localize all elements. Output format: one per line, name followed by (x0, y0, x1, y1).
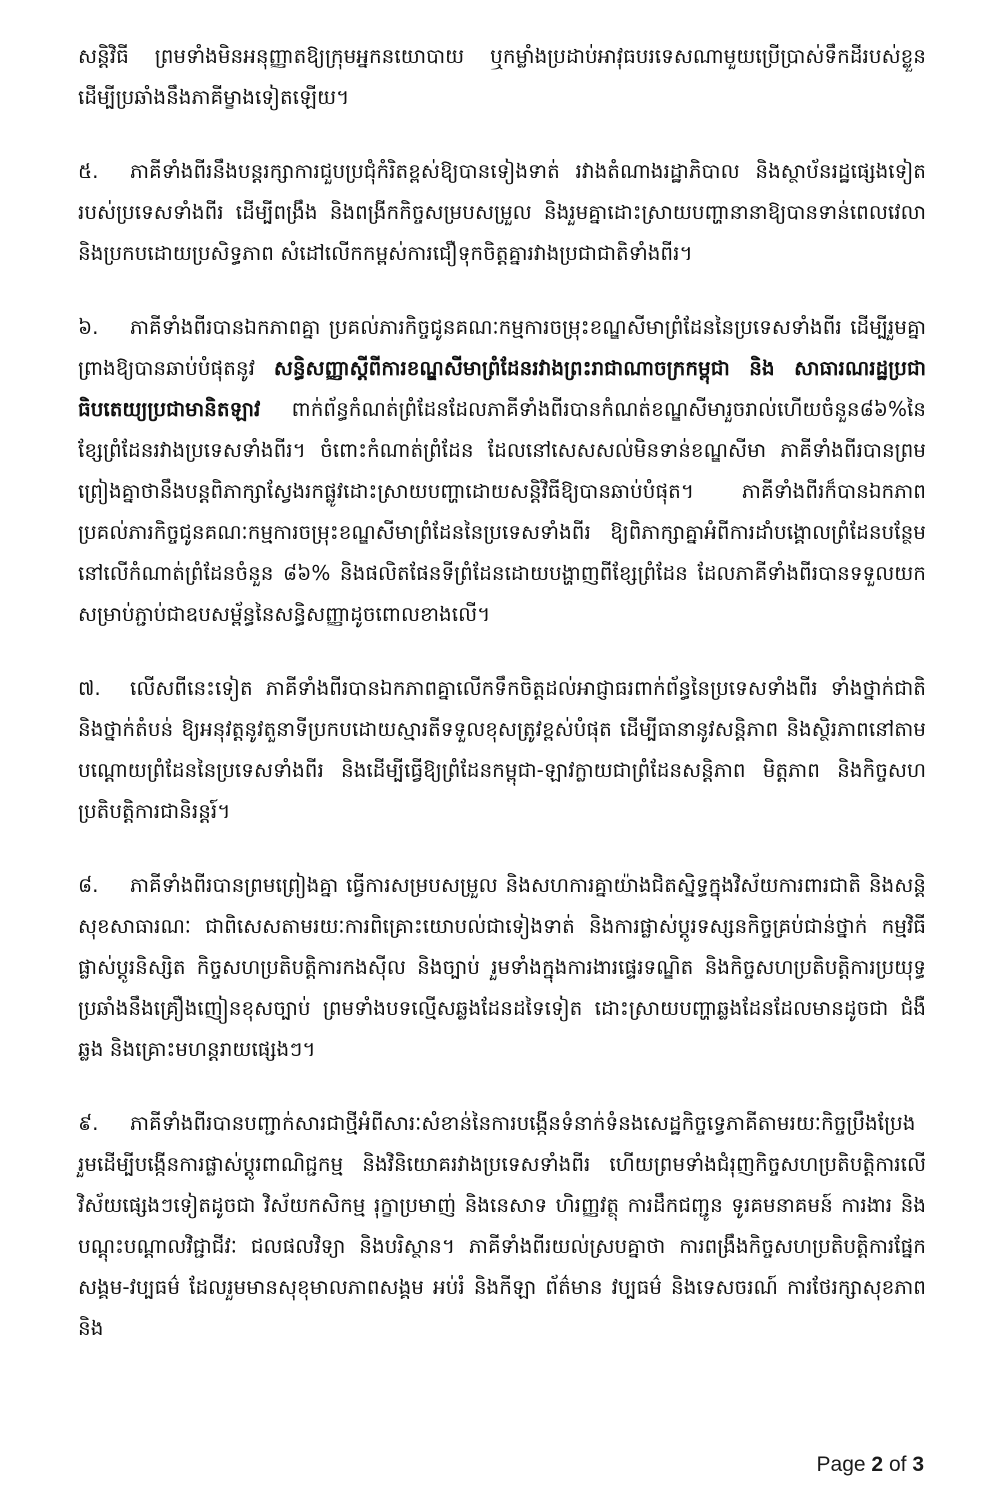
current-page-number: 2 (871, 1453, 884, 1476)
treaty-title: សន្ធិសញ្ញាស្តីពីការខណ្ឌសីមាព្រំដែនរវាងព្រះរាជាណាចក្រកម្ពុជា និង សាធារណរដ្ឋប្រជាធិបតេយ្យប្រជាមានិតឡាវ (78, 356, 926, 421)
paragraph-9 (78, 1103, 926, 1349)
paragraph-number: ៥. (78, 159, 99, 183)
paragraph-6 (78, 307, 926, 635)
paragraph-text: ភាគីទាំងពីរនឹងបន្តរក្សាការជួបប្រជុំកំរិតខ្ពស់ឱ្យបានទៀងទាត់ រវាងតំណាងរដ្ឋាភិបាល និងស្ថាប័នរដ្ឋផ្សេងទៀតរបស់ប្រទេសទាំងពីរ ដើម្បីពង្រឹង និងពង្រីកកិច្ចសម្របសម្រួល និងរួមគ្នាដោះស្រាយបញ្ហានានាឱ្យបានទាន់ពេលវេលា និងប្រកបដោយប្រសិទ្ធភាព សំដៅលើកកម្ពស់ការជឿទុកចិត្តគ្នារវាងប្រជាជាតិទាំងពីរ។ (78, 159, 926, 265)
paragraph-continued (78, 36, 926, 118)
paragraph-text: ភាគីទាំងពីរបានបញ្ជាក់សារជាថ្មីអំពីសារៈសំខាន់នៃការបង្កើនទំនាក់ទំនងសេដ្ឋកិច្ចទ្វេភាគីតាមរយៈកិច្ចប្រឹងប្រែងរួមដើម្បីបង្កើនការផ្លាស់ប្តូរពាណិជ្ជកម្ម និងវិនិយោគរវាងប្រទេសទាំងពីរ ហើយព្រមទាំងជំរុញកិច្ចសហប្រតិបត្តិការលើវិស័យផ្សេងៗទៀតដូចជា វិស័យកសិកម្ម រុក្ខាប្រមាញ់ និងនេសាទ ហិរញ្ញវត្ថុ ការដឹកជញ្ជូន ទូរគមនាគមន៍ ការងារ និងបណ្តុះបណ្តាលវិជ្ជាជីវៈ ជលផលវិទ្យា និងបរិស្ថាន។ ភាគីទាំងពីរយល់ស្របគ្នាថា ការពង្រឹងកិច្ចសហប្រតិបត្តិការផ្នែកសង្គម-វប្បធម៌ ដែលរួមមានសុខុមាលភាពសង្គម អប់រំ និងកីឡា ព័ត៌មាន វប្បធម៌ និងទេសចរណ៍ ការថែរក្សាសុខភាព និង (78, 1111, 926, 1340)
document-body (78, 36, 926, 1382)
paragraph-text: សន្តិវិធី ព្រមទាំងមិនអនុញ្ញាតឱ្យក្រុមអ្នកនយោបាយ ឬកម្លាំងប្រដាប់អាវុធបរទេសណាមួយប្រើប្រាស់ទឹកដីរបស់ខ្លួន ដើម្បីប្រឆាំងនឹងភាគីម្ខាងទៀតឡើយ។ (78, 44, 926, 109)
total-pages-number: 3 (912, 1453, 924, 1476)
paragraph-5 (78, 151, 926, 274)
page-label: Page (816, 1453, 866, 1476)
paragraph-number: ៨. (78, 873, 99, 897)
paragraph-text: ពាក់ព័ន្ធកំណត់ព្រំដែនដែលភាគីទាំងពីរបានកំណត់ខណ្ឌសីមារួចរាល់ហើយចំនួន៨៦%នៃខ្សែព្រំដែនរវាងប្រទេសទាំងពីរ។ ចំពោះកំណាត់ព្រំដែន ដែលនៅសេសសល់មិនទាន់ខណ្ឌសីមា ភាគីទាំងពីរបានព្រមព្រៀងគ្នាថានឹងបន្តពិភាក្សាស្វែងរកផ្លូវដោះស្រាយបញ្ហាដោយសន្តិវិធីឱ្យបានឆាប់បំផុត។ ភាគីទាំងពីរក៏បានឯកភាពប្រគល់ភារកិច្ចជូនគណៈកម្មការចម្រុះខណ្ឌសីមាព្រំដែននៃប្រទេសទាំងពីរ ឱ្យពិភាក្សាគ្នាអំពីការដាំបង្គោលព្រំដែនបន្ថែមនៅលើកំណាត់ព្រំដែនចំនួន ៨៦% និងផលិតផែនទីព្រំដែនដោយបង្ហាញពីខ្សែព្រំដែន ដែលភាគីទាំងពីរបានទទួលយកសម្រាប់ភ្ជាប់ជាឧបសម្ព័ន្ធនៃសន្ធិសញ្ញាដូចពោលខាងលើ។ (78, 397, 926, 626)
paragraph-number: ៩. (78, 1111, 99, 1135)
paragraph-text: ភាគីទាំងពីរបានឯកភាពគ្នា ប្រគល់ភារកិច្ចជូនគណៈកម្មការចម្រុះខណ្ឌសីមាព្រំដែននៃប្រទេសទាំងពីរ ដើម្បីរួមគ្នាព្រាងឱ្យបានឆាប់បំផុតនូវ (78, 315, 926, 380)
paragraph-8 (78, 865, 926, 1070)
paragraph-number: ៦. (78, 315, 99, 339)
page-footer (817, 1453, 924, 1477)
paragraph-7 (78, 668, 926, 832)
paragraph-text: លើសពីនេះទៀត ភាគីទាំងពីរបានឯកភាពគ្នាលើកទឹកចិត្តដល់អាជ្ញាធរពាក់ព័ន្ធនៃប្រទេសទាំងពីរ ទាំងថ្នាក់ជាតិ និងថ្នាក់តំបន់ ឱ្យអនុវត្តនូវតួនាទីប្រកបដោយស្មារតីទទួលខុសត្រូវខ្ពស់បំផុត ដើម្បីធានានូវសន្តិភាព និងស្ថិរភាពនៅតាមបណ្តោយព្រំដែននៃប្រទេសទាំងពីរ និងដើម្បីធ្វើឱ្យព្រំដែនកម្ពុជា-ឡាវក្លាយជាព្រំដែនសន្តិភាព មិត្តភាព និងកិច្ចសហប្រតិបត្តិការជានិរន្តរ៍។ (78, 676, 926, 823)
paragraph-text: ភាគីទាំងពីរបានព្រមព្រៀងគ្នា ធ្វើការសម្របសម្រួល និងសហការគ្នាយ៉ាងជិតស្និទ្ធក្នុងវិស័យការពារជាតិ និងសន្តិសុខសាធារណៈ ជាពិសេសតាមរយៈការពិគ្រោះយោបល់ជាទៀងទាត់ និងការផ្លាស់ប្តូរទស្សនកិច្ចគ្រប់ជាន់ថ្នាក់ កម្មវិធីផ្លាស់ប្តូរនិស្សិត កិច្ចសហប្រតិបត្តិការកងស៊ីល និងច្បាប់ រួមទាំងក្នុងការងារផ្ទេរទណ្ឌិត និងកិច្ចសហប្រតិបត្តិការប្រយុទ្ធប្រឆាំងនឹងគ្រឿងញៀនខុសច្បាប់ ព្រមទាំងបទល្មើសឆ្លងដែនដទៃទៀត ដោះស្រាយបញ្ហាឆ្លងដែនដែលមានដូចជា ជំងឺឆ្លង និងគ្រោះមហន្តរាយផ្សេងៗ។ (78, 873, 926, 1061)
paragraph-number: ៧. (78, 676, 101, 700)
page-of-label: of (888, 1453, 907, 1476)
